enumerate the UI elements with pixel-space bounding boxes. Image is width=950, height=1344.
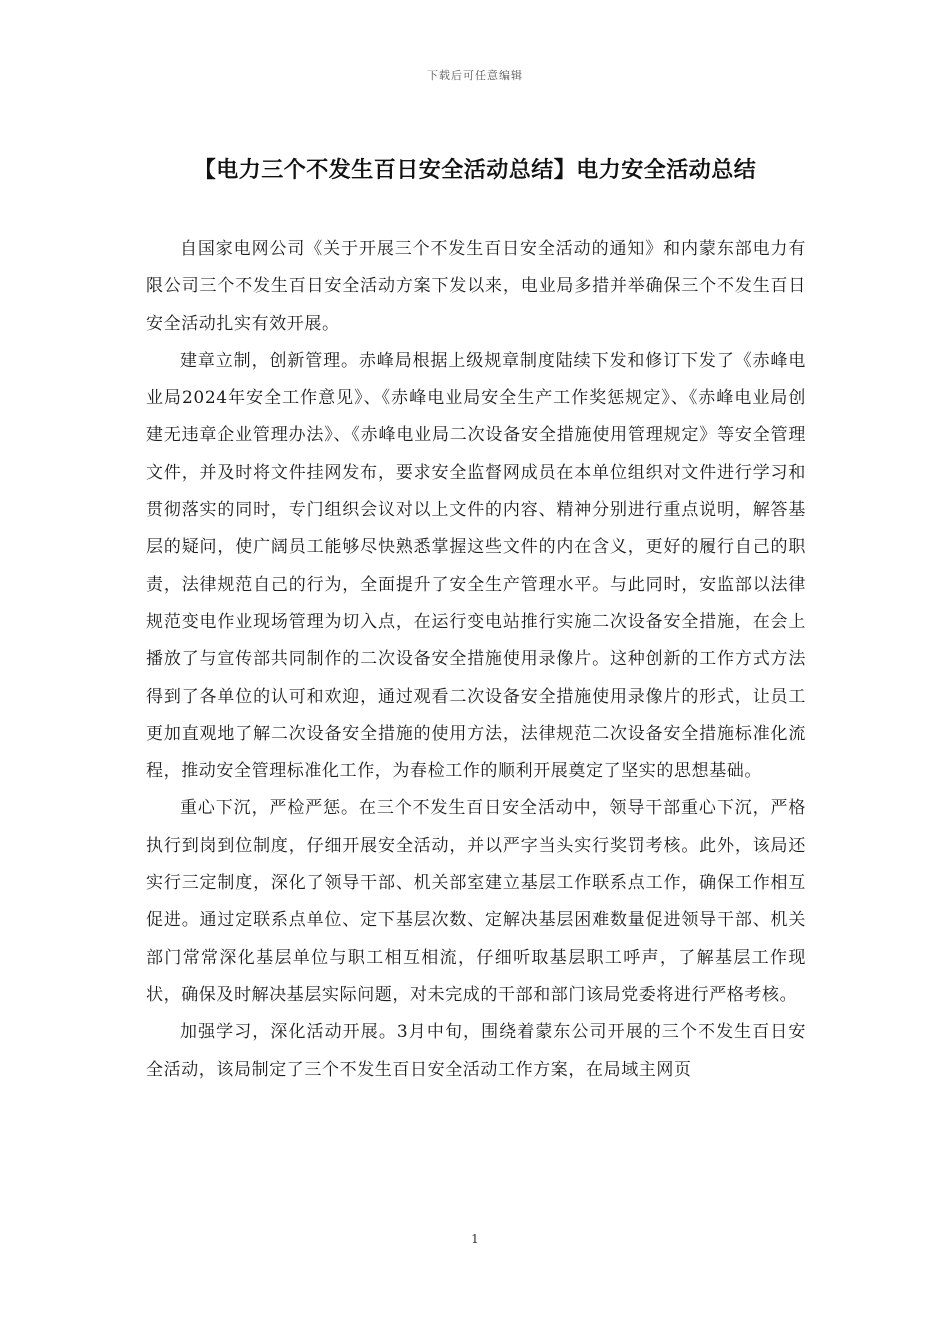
document-title: 【电力三个不发生百日安全活动总结】电力安全活动总结 bbox=[193, 158, 757, 183]
paragraph: 自国家电网公司《关于开展三个不发生百日安全活动的通知》和内蒙东部电力有限公司三个不发生百日安全活动方案下发以来，电业局多措并举确保三个不发生百日安全活动扎实有效开展。 bbox=[146, 239, 806, 334]
page-number: 1 bbox=[471, 1232, 479, 1246]
header-note: 下载后可任意编辑 bbox=[427, 69, 523, 82]
document-body bbox=[146, 231, 806, 1089]
paragraph: 加强学习，深化活动开展。3月中旬，围绕着蒙东公司开展的三个不发生百日安全活动，该局制定了三个不发生百日安全活动工作方案，在局域主网页 bbox=[146, 1022, 806, 1080]
paragraph: 建章立制，创新管理。赤峰局根据上级规章制度陆续下发和修订下发了《赤峰电业局2024年安全工作意见》、《赤峰电业局安全生产工作奖惩规定》、《赤峰电业局创建无违章企业管理办法》、《赤峰电业局二次设备安全措施使用管理规定》等安全管理文件，并及时将文件挂网发布，要求安全监督网成员在本单位组织对文件进行学习和贯彻落实的同时，专门组织会议对以上文件的内容、精神分别进行重点说明，解答基层的疑问，使广阔员工能够尽快熟悉掌握这些文件的内在含义，更好的履行自己的职责，法律规范自己的行为，全面提升了安全生产管理水平。与此同时，安监部以法律规范变电作业现场管理为切入点，在运行变电站推行实施二次设备安全措施，在会上播放了与宣传部共同制作的二次设备安全措施使用录像片。这种创新的工作方式方法得到了各单位的认可和欢迎，通过观看二次设备安全措施使用录像片的形式，让员工更加直观地了解二次设备安全措施的使用方法，法律规范二次设备安全措施标准化流程，推动安全管理标准化工作，为春检工作的顺利开展奠定了坚实的思想基础。 bbox=[146, 350, 806, 782]
paragraph: 重心下沉，严检严惩。在三个不发生百日安全活动中，领导干部重心下沉，严格执行到岗到位制度，仔细开展安全活动，并以严字当头实行奖罚考核。此外，该局还实行三定制度，深化了领导干部、机关部室建立基层工作联系点工作，确保工作相互促进。通过定联系点单位、定下基层次数、定解决基层困难数量促进领导干部、机关部门常常深化基层单位与职工相互相流，仔细听取基层职工呼声，了解基层工作现状，确保及时解决基层实际问题，对未完成的干部和部门该局党委将进行严格考核。 bbox=[146, 798, 806, 1005]
